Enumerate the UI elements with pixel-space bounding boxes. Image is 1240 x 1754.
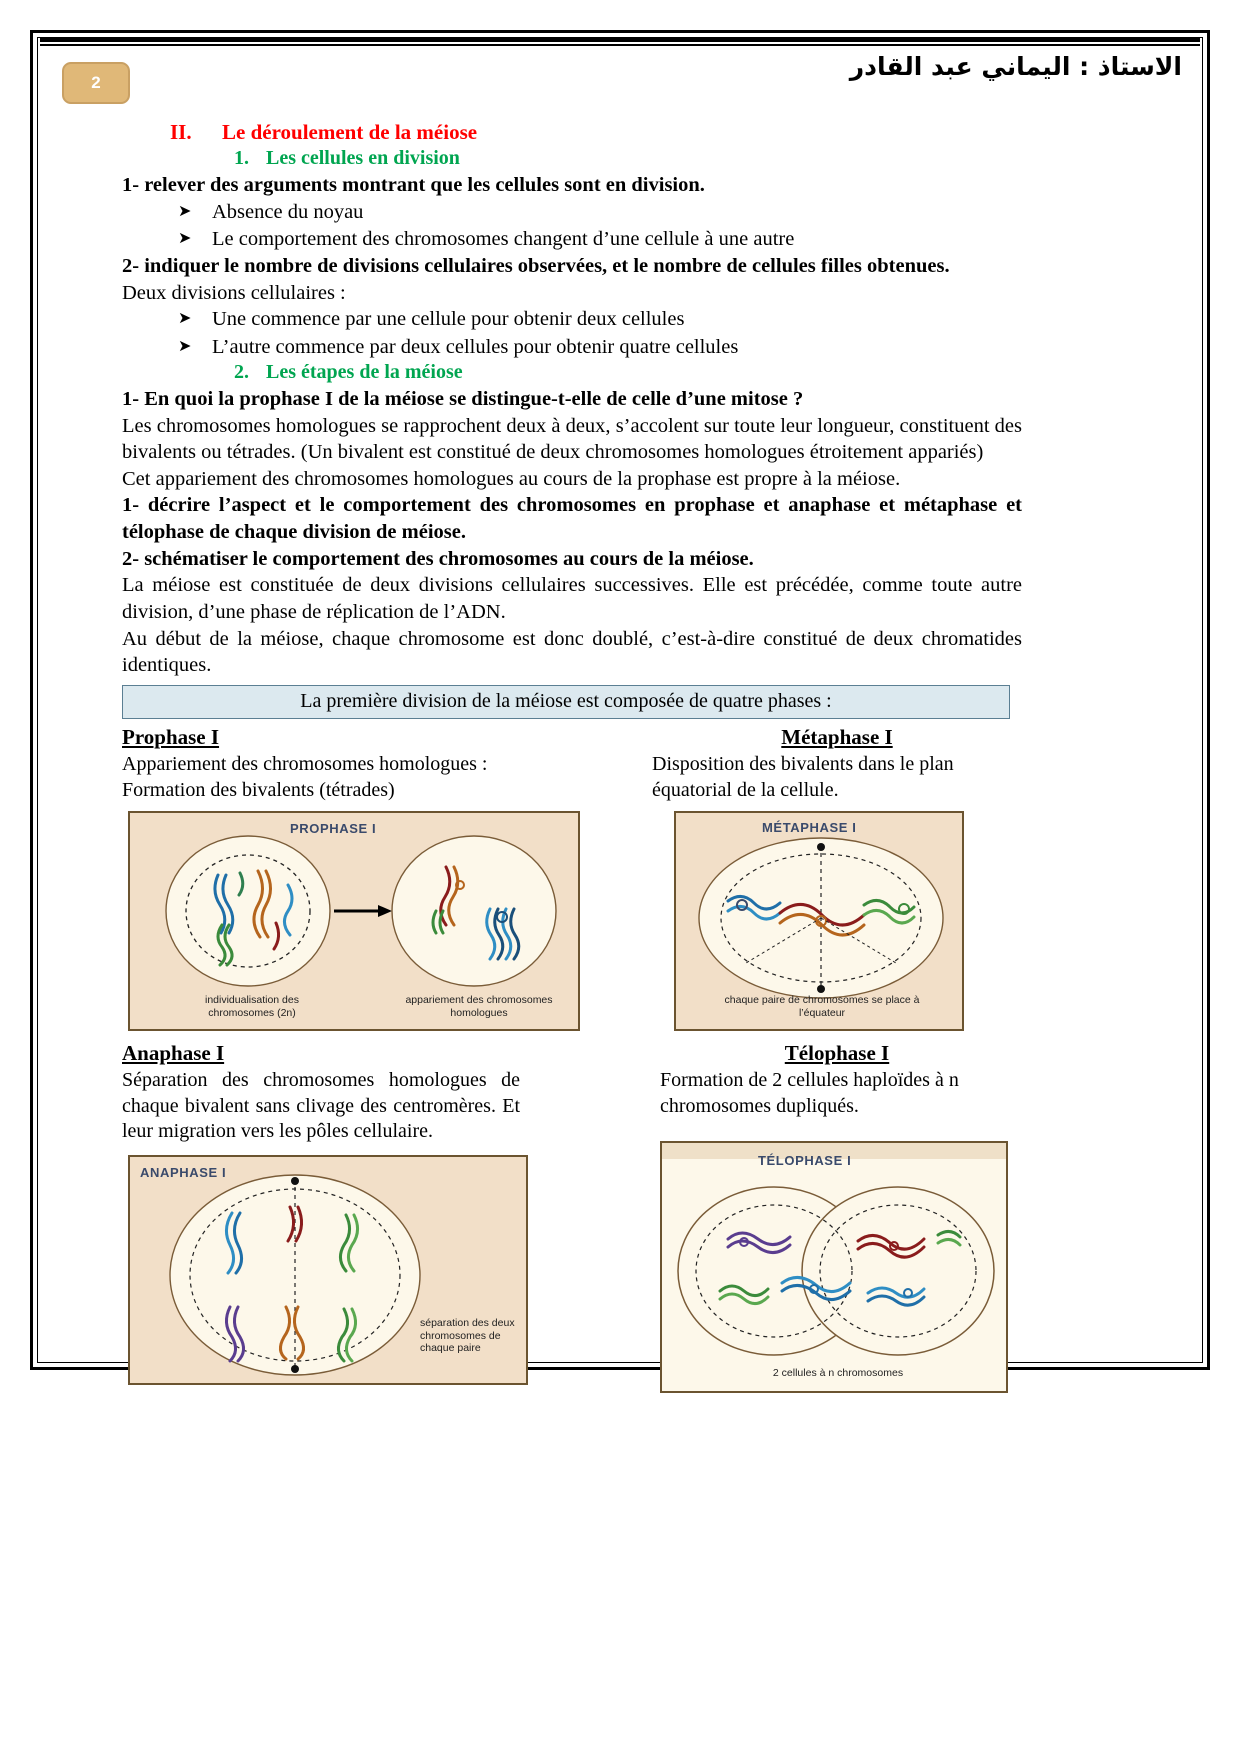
question-4: 1- décrire l’aspect et le comportement des chromosomes en prophase et anaphase et métaphase et télophase de chaque division de méiose. [122,494,1022,544]
phase-block-metaphase [652,725,1022,1031]
section-roman-number: II. [170,120,192,144]
figure-caption-anaphase-1: séparation des deux chromosomes de chaque paire [420,1317,515,1355]
figure-caption-prophase-1: individualisation des chromosomes (2n) [205,993,299,1019]
question-2-answer-lead: Deux divisions cellulaires : [122,281,346,304]
phases-banner: La première division de la méiose est composée de quatre phases : [122,685,1010,719]
phase-title-metaphase: Métaphase I [781,724,893,749]
figure-prophase [128,811,580,1031]
list-item: ➤ Le comportement des chromosomes changent d’une cellule à une autre [178,226,1022,253]
question-5-answer-1: La méiose est constituée de deux divisions cellulaires successives. Elle est précédée, comme toute autre division, d’une phase de réplication de l’ADN. [122,574,1022,624]
phase-title-anaphase: Anaphase I [122,1041,225,1066]
figure-label-telophase: TÉLOPHASE I [758,1153,852,1169]
figure-caption-telophase-1: 2 cellules à n chromosomes [772,1366,904,1379]
phase-row-1 [122,725,1022,1031]
subsection-heading-2 [122,361,1022,384]
figure-telophase [660,1141,1008,1393]
question-3: 1- En quoi la prophase I de la méiose se distingue-t-elle de celle d’une mitose ? [122,387,804,410]
question-3-answer-2: Cet appariement des chromosomes homologues au cours de la prophase est propre à la méiose. [122,467,901,490]
subsection-2-title: Les étapes de la méiose [266,360,463,383]
header-rule-thin [40,44,1200,46]
teacher-name-arabic: الاستاذ : اليماني عبد القادر [849,52,1182,81]
phase-desc-telophase-line1: Formation de 2 cellules haploïdes à n [660,1069,959,1092]
phase-desc-telophase-line2: chromosomes dupliqués. [660,1094,859,1117]
page-number-badge: 2 [62,62,130,104]
phase-block-telophase [652,1041,1022,1393]
subsection-1-title: Les cellules en division [266,147,460,169]
phase-desc-metaphase-line1: Disposition des bivalents dans le plan [652,752,954,775]
question-1-bullets [122,199,1022,254]
figure-label-prophase: PROPHASE I [290,821,377,837]
section-roman-title: Le déroulement de la méiose [222,120,478,144]
figure-label-metaphase: MÉTAPHASE I [762,820,857,836]
figure-label-anaphase: ANAPHASE I [140,1164,227,1180]
figure-metaphase [674,811,964,1031]
list-item: ➤ Absence du noyau [178,199,1022,226]
question-3-answer-1: Les chromosomes homologues se rapprochent deux à deux, s’accolent sur toute leur longueur, constituent des bivalents ou tétrades. (Un bivalent est constitué de deux chromosomes homologues étroitement appariés) [122,414,1022,464]
phase-desc-metaphase-line2: équatorial de la cellule. [652,778,839,801]
question-1: 1- relever des arguments montrant que les cellules sont en division. [122,174,705,196]
question-2: 2- indiquer le nombre de divisions cellulaires observées, et le nombre de cellules filles obtenues. [122,255,950,278]
subsection-2-number: 2. [234,360,249,383]
document-content [122,120,1022,1393]
header-rules [40,38,1200,52]
list-item: ➤ L’autre commence par deux cellules pour obtenir quatre cellules [178,334,1022,361]
subsection-heading-1 [122,147,1022,170]
phase-desc-anaphase: Séparation des chromosomes homologues de chaque bivalent sans clivage des centromères. Et leur migration vers les pôles cellulaire. [122,1069,520,1143]
question-5-answer-2: Au début de la méiose, chaque chromosome est donc doublé, c’est-à-dire constitué de deux chromatides identiques. [122,627,1022,677]
header-rule-thick [40,38,1200,42]
section-heading-roman [122,120,1022,145]
phase-desc-prophase-line1: Appariement des chromosomes homologues : [122,752,488,775]
phase-block-anaphase [122,1041,652,1393]
subsection-1-number: 1. [234,147,249,169]
question-5: 2- schématiser le comportement des chromosomes au cours de la méiose. [122,547,754,570]
phase-title-prophase: Prophase I [122,724,220,749]
list-item: ➤ Une commence par une cellule pour obtenir deux cellules [178,306,1022,333]
figure-anaphase [128,1155,528,1385]
phase-desc-prophase-line2: Formation des bivalents (tétrades) [122,778,395,801]
figure-caption-metaphase-1: chaque paire de chromosomes se place à l’équateur [724,993,920,1019]
phase-row-2 [122,1041,1022,1393]
phase-block-prophase [122,725,652,1031]
figure-caption-prophase-2: appariement des chromosomes homologues [405,993,553,1019]
question-2-bullets [122,306,1022,361]
phase-title-telophase: Télophase I [784,1041,890,1066]
